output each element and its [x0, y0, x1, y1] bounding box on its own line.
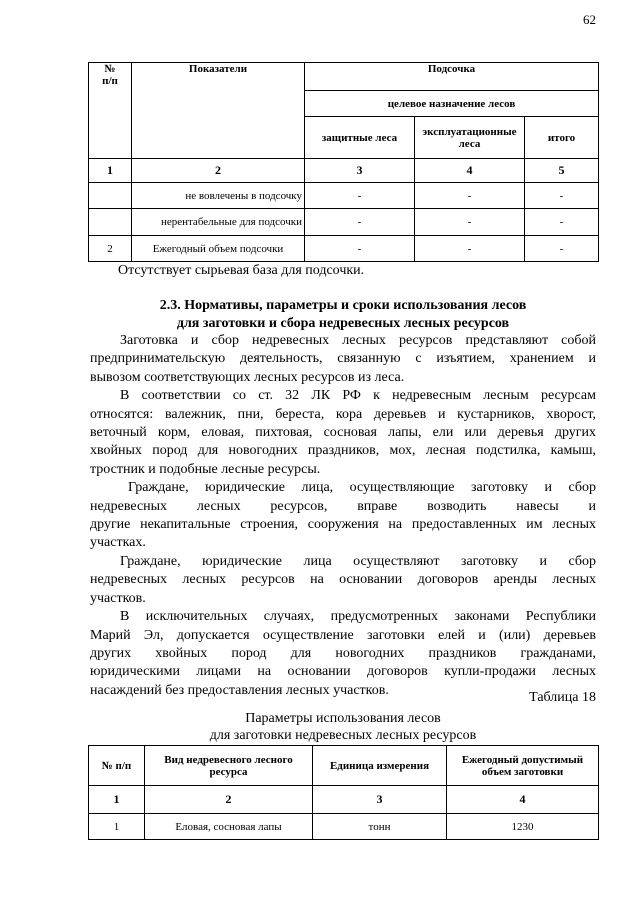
col-subgroup-header-purpose: целевое назначение лесов [305, 91, 599, 117]
table-non-wood-resources [88, 745, 599, 840]
paragraph-line: участков. [90, 590, 146, 606]
column-number: 2 [145, 786, 313, 814]
paragraph-line: предпринимательскую деятельность, связанную с изъятием, хранением и [90, 351, 596, 367]
paragraph-line: Заготовка и сбор недревесных лесных ресурсов представляют собой [120, 333, 596, 348]
paragraph-line: Марий Эл, допускается осуществление заготовки елей и (или) деревьев [90, 627, 596, 643]
row-indicator: нерентабельные для подсочки [132, 209, 305, 236]
row-indicator: Ежегодный объем подсочки [132, 236, 305, 262]
paragraph-line: недревесных лесных ресурсов на основании договоров аренды лесных [90, 572, 596, 588]
col-header-annual-volume: Ежегодный допустимый объем заготовки [447, 746, 599, 786]
column-number: 4 [415, 159, 525, 183]
row-value: - [305, 183, 415, 209]
row-value: - [415, 183, 525, 209]
paragraph-line: В соответствии со ст. 32 ЛК РФ к недревесным лесным ресурсам [120, 388, 596, 404]
paragraph-line: юридическими лицами на основании договоров купли-продажи лесных [90, 664, 596, 680]
table-title [90, 710, 596, 744]
row-value: - [525, 209, 599, 236]
table-row [89, 183, 599, 209]
column-number: 1 [89, 159, 132, 183]
paragraph-line: Граждане, юридические лица осуществляют заготовку и сбор [120, 553, 596, 569]
col-header-exploitation: эксплуатационные леса [415, 117, 525, 159]
paragraph-line: насаждений без предоставления лесных участков. [90, 682, 389, 698]
note-text: Отсутствует сырьевая база для подсочки. [118, 263, 365, 278]
section-heading-line: 2.3. Нормативы, параметры и сроки использования лесов [159, 298, 527, 313]
section-heading [90, 297, 596, 333]
table-tapping [88, 62, 599, 262]
paragraph-line: участках. [90, 535, 146, 551]
row-annual-volume: 1230 [447, 814, 599, 840]
row-value: - [305, 209, 415, 236]
section-heading-line: для заготовки и сбора недревесных лесных ресурсов [176, 316, 510, 331]
row-value: - [305, 236, 415, 262]
paragraph-line: относятся: валежник, пни, береста, кора деревьев и кустарников, хворост, [90, 406, 596, 422]
column-number: 3 [313, 786, 447, 814]
paragraph-line: вывозом соответствующих лесных ресурсов из леса. [90, 369, 405, 385]
paragraph-line: хвойных пород для новогодних праздников, мох, лесная подстилка, камыш, [90, 443, 596, 459]
row-no: 2 [89, 236, 132, 262]
col-header-resource-type: Вид недревесного лесного ресурса [145, 746, 313, 786]
column-number: 5 [525, 159, 599, 183]
table-title-line: для заготовки недревесных лесных ресурсов [209, 728, 477, 743]
table-caption: Таблица 18 [529, 690, 596, 705]
table-row [89, 814, 599, 840]
col-group-header-tapping: Подсочка [305, 63, 599, 91]
row-unit: тонн [313, 814, 447, 840]
column-number: 1 [89, 786, 145, 814]
row-no [89, 209, 132, 236]
paragraph-line: другие некапитальные строения, сооружения на предоставленных им лесных [90, 517, 596, 533]
col-header-no: № п/п [89, 746, 145, 786]
paragraph [90, 332, 596, 700]
paragraph-line: Граждане, юридические лица, осуществляющие заготовку и сбор [128, 480, 596, 496]
table-row [89, 209, 599, 236]
table-title-line: Параметры использования лесов [245, 711, 441, 726]
row-value: - [415, 236, 525, 262]
row-value: - [525, 183, 599, 209]
col-header-indicators: Показатели [132, 63, 305, 159]
table-row [89, 236, 599, 262]
col-header-protective: защитные леса [305, 117, 415, 159]
row-resource-type: Еловая, сосновая лапы [145, 814, 313, 840]
row-value: - [525, 236, 599, 262]
row-no: 1 [89, 814, 145, 840]
paragraph-line: В исключительных случаях, предусмотренных законами Республики [120, 609, 596, 625]
column-number: 2 [132, 159, 305, 183]
paragraph-line: веточный корм, еловая, пихтовая, сосновая лапы, ели или деревья других [90, 425, 596, 441]
col-header-total: итого [525, 117, 599, 159]
row-indicator: не вовлечены в подсочку [132, 183, 305, 209]
page-number: 62 [583, 12, 596, 27]
col-header-unit: Единица измерения [313, 746, 447, 786]
row-no [89, 183, 132, 209]
column-number: 3 [305, 159, 415, 183]
paragraph-line: недревесных лесных ресурсов, вправе возводить навесы и [90, 498, 596, 514]
paragraph-line: других хвойных пород для новогодних праздников гражданами, [90, 645, 596, 661]
col-header-no: № п/п [89, 63, 132, 159]
paragraph-line: тростник и подобные лесные ресурсы. [90, 461, 321, 477]
column-number: 4 [447, 786, 599, 814]
row-value: - [415, 209, 525, 236]
